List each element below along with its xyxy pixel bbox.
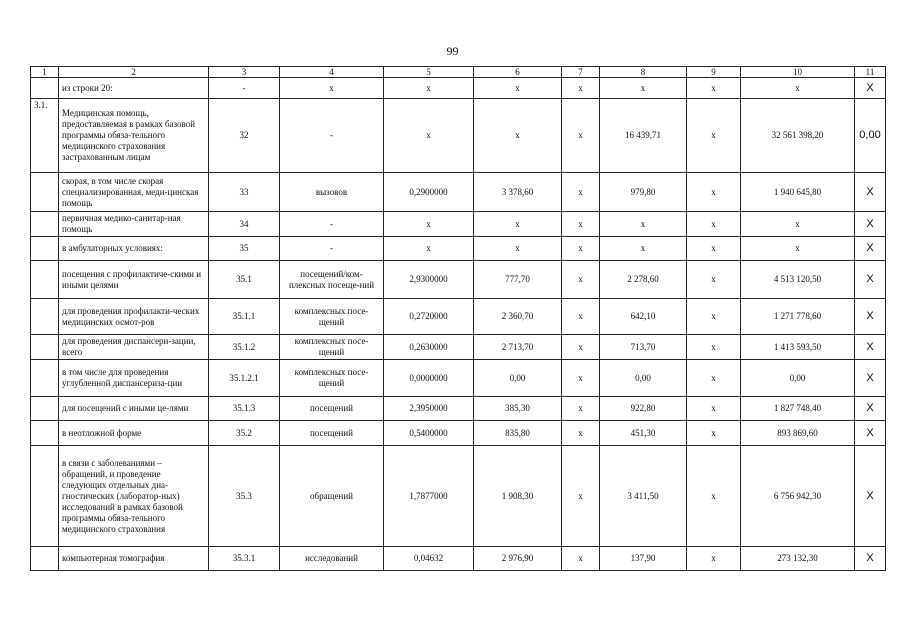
volume-norm-cell: 1,7877000 [384, 446, 474, 547]
per-capita-cell: 451,30 [600, 421, 687, 446]
unit-cell: комплексных посе-щений [280, 360, 384, 397]
per-capita-cell: 16 439,71 [600, 99, 687, 173]
col11-cell: X [855, 360, 886, 397]
cost-norm-cell: 2 360,70 [474, 299, 562, 335]
indicator-name-cell: компьютерная томография [59, 547, 209, 571]
volume-norm-cell: 2,3950000 [384, 397, 474, 421]
row-number-cell [31, 547, 59, 571]
column-number: 6 [474, 67, 562, 78]
indicator-name-cell: посещения с профилактиче-скими и иными целями [59, 261, 209, 299]
per-capita-cell: 0,00 [600, 360, 687, 397]
per-capita-cell: 922,80 [600, 397, 687, 421]
indicator-name-cell: в неотложной форме [59, 421, 209, 446]
col9-cell: x [687, 261, 741, 299]
column-number: 5 [384, 67, 474, 78]
indicator-name-cell: скорая, в том числе скорая специализированная, меди-цинская помощь [59, 173, 209, 212]
indicator-name-cell: в том числе для проведения углубленной диспансеризa-ции [59, 360, 209, 397]
col9-cell: x [687, 173, 741, 212]
per-capita-cell: x [600, 237, 687, 261]
col11-cell: X [855, 397, 886, 421]
volume-norm-cell: 0,2630000 [384, 335, 474, 360]
cost-norm-cell: x [474, 99, 562, 173]
unit-cell: посещений [280, 397, 384, 421]
line-code-cell: 35 [209, 237, 280, 261]
indicator-name-cell: для проведения диспансери-зации, всего [59, 335, 209, 360]
unit-cell: - [280, 237, 384, 261]
per-capita-cell: x [600, 78, 687, 99]
col7-cell: x [562, 360, 600, 397]
cost-norm-cell: 2 976,90 [474, 547, 562, 571]
column-number: 11 [855, 67, 886, 78]
line-code-cell: 35.1.2.1 [209, 360, 280, 397]
unit-cell: исследований [280, 547, 384, 571]
col11-cell: X [855, 547, 886, 571]
volume-norm-cell: x [384, 212, 474, 237]
line-code-cell: 35.3 [209, 446, 280, 547]
table-row [31, 335, 886, 360]
col11-cell: X [855, 173, 886, 212]
line-code-cell: 34 [209, 212, 280, 237]
column-number: 8 [600, 67, 687, 78]
col11-cell: X [855, 421, 886, 446]
col11-cell: X [855, 261, 886, 299]
indicator-name-cell: из строки 20: [59, 78, 209, 99]
col7-cell: x [562, 446, 600, 547]
table-row [31, 360, 886, 397]
total-cost-cell: 32 561 398,20 [741, 99, 855, 173]
row-number-cell [31, 78, 59, 99]
volume-norm-cell: x [384, 237, 474, 261]
column-number: 9 [687, 67, 741, 78]
col7-cell: x [562, 173, 600, 212]
cost-norm-cell: x [474, 237, 562, 261]
indicator-name-cell: в амбулаторных условиях: [59, 237, 209, 261]
col11-cell: X [855, 237, 886, 261]
column-number: 3 [209, 67, 280, 78]
per-capita-cell: 2 278,60 [600, 261, 687, 299]
cost-norm-cell: 777,70 [474, 261, 562, 299]
row-number-cell: 3.1. [31, 99, 59, 173]
col7-cell: x [562, 421, 600, 446]
volume-norm-cell: 2,9300000 [384, 261, 474, 299]
total-cost-cell: 893 869,60 [741, 421, 855, 446]
per-capita-cell: 642,10 [600, 299, 687, 335]
cost-norm-cell: 2 713,70 [474, 335, 562, 360]
table-row [31, 397, 886, 421]
table-row [31, 173, 886, 212]
per-capita-cell: 3 411,50 [600, 446, 687, 547]
unit-cell: x [280, 78, 384, 99]
col9-cell: x [687, 78, 741, 99]
col9-cell: x [687, 421, 741, 446]
column-number: 10 [741, 67, 855, 78]
unit-cell: посещений [280, 421, 384, 446]
total-cost-cell: 0,00 [741, 360, 855, 397]
cost-norm-cell: 385,30 [474, 397, 562, 421]
table-row [31, 421, 886, 446]
col7-cell: x [562, 397, 600, 421]
per-capita-cell: 713,70 [600, 335, 687, 360]
col9-cell: x [687, 99, 741, 173]
volume-norm-cell: 0,2720000 [384, 299, 474, 335]
cost-norm-cell: 0,00 [474, 360, 562, 397]
unit-cell: посещений/ком-плексных посеще-ний [280, 261, 384, 299]
page-number: 99 [446, 44, 459, 58]
table-row [31, 237, 886, 261]
volume-norm-cell: 0,04632 [384, 547, 474, 571]
col9-cell: x [687, 212, 741, 237]
col9-cell: x [687, 547, 741, 571]
total-cost-cell: x [741, 237, 855, 261]
col7-cell: x [562, 212, 600, 237]
volume-norm-cell: 0,5400000 [384, 421, 474, 446]
cost-norm-cell: 1 908,30 [474, 446, 562, 547]
row-number-cell [31, 335, 59, 360]
cost-norm-cell: 3 378,60 [474, 173, 562, 212]
row-number-cell [31, 261, 59, 299]
col9-cell: x [687, 299, 741, 335]
total-cost-cell: 1 271 778,60 [741, 299, 855, 335]
cost-norm-cell: x [474, 78, 562, 99]
line-code-cell: 35.3.1 [209, 547, 280, 571]
line-code-cell: - [209, 78, 280, 99]
col7-cell: x [562, 547, 600, 571]
row-number-cell [31, 397, 59, 421]
total-cost-cell: x [741, 212, 855, 237]
volume-norm-cell: 0,2900000 [384, 173, 474, 212]
col7-cell: x [562, 299, 600, 335]
indicator-name-cell: Медицинская помощь, предоставляемая в рамках базовой программы обяза-тельного медицинского страхования застрахованным лицам [59, 99, 209, 173]
per-capita-cell: 979,80 [600, 173, 687, 212]
total-cost-cell: 1 827 748,40 [741, 397, 855, 421]
col11-cell: 0,00 [855, 99, 886, 173]
total-cost-cell: 6 756 942,30 [741, 446, 855, 547]
per-capita-cell: 137,90 [600, 547, 687, 571]
column-number: 1 [31, 67, 59, 78]
table-row [31, 547, 886, 571]
unit-cell: комплексных посе-щений [280, 299, 384, 335]
table-row [31, 78, 886, 99]
data-table [30, 66, 886, 571]
line-code-cell: 35.2 [209, 421, 280, 446]
line-code-cell: 35.1 [209, 261, 280, 299]
unit-cell: - [280, 212, 384, 237]
col9-cell: x [687, 397, 741, 421]
line-code-cell: 35.1.3 [209, 397, 280, 421]
col7-cell: x [562, 237, 600, 261]
col11-cell: X [855, 212, 886, 237]
line-code-cell: 35.1.2 [209, 335, 280, 360]
line-code-cell: 32 [209, 99, 280, 173]
line-code-cell: 35.1.1 [209, 299, 280, 335]
indicator-name-cell: для проведения профилакти-ческих медицинских осмот-ров [59, 299, 209, 335]
column-number: 7 [562, 67, 600, 78]
col7-cell: x [562, 261, 600, 299]
column-number-row [31, 67, 886, 78]
volume-norm-cell: x [384, 99, 474, 173]
col9-cell: x [687, 446, 741, 547]
total-cost-cell: 1 940 645,80 [741, 173, 855, 212]
row-number-cell [31, 173, 59, 212]
col11-cell: X [855, 335, 886, 360]
total-cost-cell: 1 413 593,50 [741, 335, 855, 360]
cost-norm-cell: x [474, 212, 562, 237]
table-row [31, 261, 886, 299]
col7-cell: x [562, 335, 600, 360]
column-number: 2 [59, 67, 209, 78]
unit-cell: комплексных посе-щений [280, 335, 384, 360]
table-row [31, 212, 886, 237]
line-code-cell: 33 [209, 173, 280, 212]
table-row [31, 446, 886, 547]
col7-cell: x [562, 99, 600, 173]
per-capita-cell: x [600, 212, 687, 237]
indicator-name-cell: первичная медико-санитар-ная помощь [59, 212, 209, 237]
row-number-cell [31, 421, 59, 446]
col11-cell: X [855, 299, 886, 335]
row-number-cell [31, 446, 59, 547]
column-number: 4 [280, 67, 384, 78]
row-number-cell [31, 360, 59, 397]
table-row [31, 99, 886, 173]
row-number-cell [31, 212, 59, 237]
total-cost-cell: x [741, 78, 855, 99]
indicator-name-cell: в связи с заболеваниями – обращений, и проведение следующих отдельных диа-гностических (лаборатор-ных) исследований в рамках базовой программы обяза-тельного медицинского страхования [59, 446, 209, 547]
volume-norm-cell: 0,0000000 [384, 360, 474, 397]
unit-cell: вызовов [280, 173, 384, 212]
col11-cell: X [855, 78, 886, 99]
unit-cell: - [280, 99, 384, 173]
col9-cell: x [687, 237, 741, 261]
cost-norm-cell: 835,80 [474, 421, 562, 446]
row-number-cell [31, 299, 59, 335]
volume-norm-cell: x [384, 78, 474, 99]
table-row [31, 299, 886, 335]
indicator-name-cell: для посещений с иными це-лями [59, 397, 209, 421]
unit-cell: обращений [280, 446, 384, 547]
col9-cell: x [687, 335, 741, 360]
col7-cell: x [562, 78, 600, 99]
total-cost-cell: 273 132,30 [741, 547, 855, 571]
col11-cell: X [855, 446, 886, 547]
total-cost-cell: 4 513 120,50 [741, 261, 855, 299]
row-number-cell [31, 237, 59, 261]
col9-cell: x [687, 360, 741, 397]
